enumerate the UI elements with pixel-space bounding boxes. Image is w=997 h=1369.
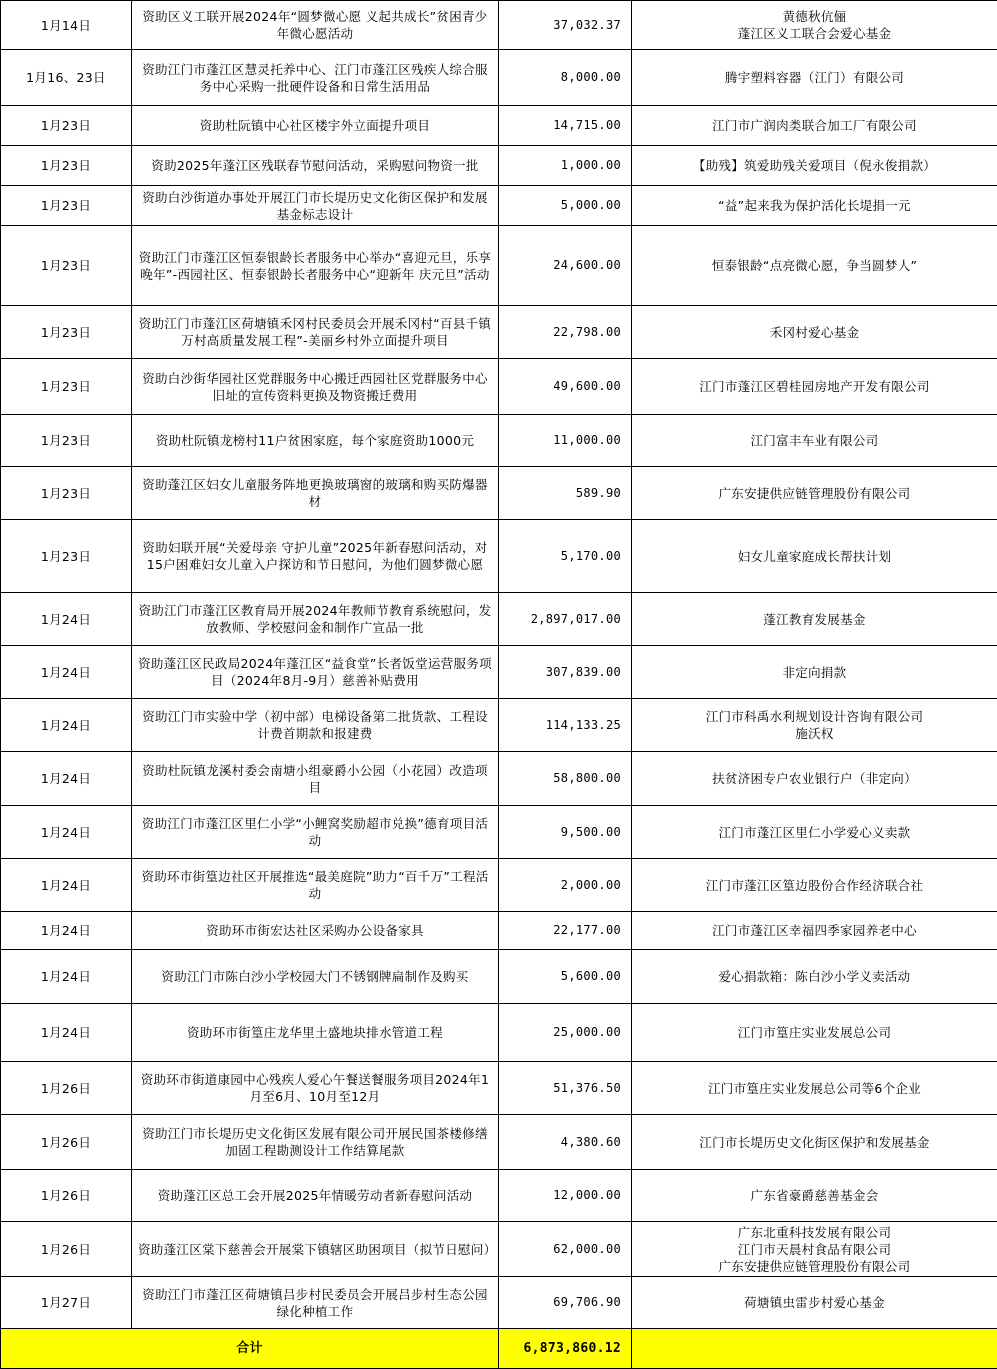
date-cell: 1月23日	[1, 186, 132, 226]
amount-cell: 2,897,017.00	[499, 593, 632, 646]
date-cell: 1月23日	[1, 306, 132, 359]
source-cell: 恒泰银龄“点亮微心愿，争当圆梦人”	[632, 226, 997, 306]
source-cell: 江门市蓬江区里仁小学爱心义卖款	[632, 806, 997, 859]
amount-cell: 5,170.00	[499, 520, 632, 593]
total-row	[1, 1329, 997, 1369]
project-cell: 资助江门市实验中学（初中部）电梯设备第二批货款、工程设计费首期款和报建费	[132, 699, 499, 752]
amount-cell: 69,706.90	[499, 1277, 632, 1329]
date-cell: 1月24日	[1, 593, 132, 646]
date-cell: 1月24日	[1, 1004, 132, 1062]
project-cell: 资助杜阮镇中心社区楼宇外立面提升项目	[132, 106, 499, 146]
project-cell: 资助环市街篁庄龙华里土盛地块排水管道工程	[132, 1004, 499, 1062]
source-cell: 爱心捐款箱：陈白沙小学义卖活动	[632, 950, 997, 1004]
project-cell: 资助蓬江区棠下慈善会开展棠下镇辖区助困项目（拟节日慰问）	[132, 1222, 499, 1277]
date-cell: 1月24日	[1, 699, 132, 752]
project-cell: 资助环市街道康园中心残疾人爱心午餐送餐服务项目2024年1月至6月、10月至12月	[132, 1062, 499, 1115]
project-cell: 资助江门市陈白沙小学校园大门不锈钢牌扁制作及购买	[132, 950, 499, 1004]
amount-cell: 589.90	[499, 467, 632, 520]
source-cell: 荷塘镇虫雷步村爱心基金	[632, 1277, 997, 1329]
project-cell: 资助江门市蓬江区教育局开展2024年教师节教育系统慰问，发放教师、学校慰问金和制作广宣品一批	[132, 593, 499, 646]
date-cell: 1月24日	[1, 806, 132, 859]
date-cell: 1月14日	[1, 1, 132, 50]
amount-cell: 8,000.00	[499, 50, 632, 106]
date-cell: 1月26日	[1, 1062, 132, 1115]
source-cell: 江门市长堤历史文化街区保护和发展基金	[632, 1115, 997, 1170]
source-cell: 腾宇塑料容器（江门）有限公司	[632, 50, 997, 106]
project-cell: 资助区义工联开展2024年“圆梦微心愿 义起共成长”贫困青少年微心愿活动	[132, 1, 499, 50]
date-cell: 1月23日	[1, 520, 132, 593]
date-cell: 1月23日	[1, 146, 132, 186]
amount-cell: 24,600.00	[499, 226, 632, 306]
project-cell: 资助蓬江区总工会开展2025年情暖劳动者新春慰问活动	[132, 1170, 499, 1222]
amount-cell: 62,000.00	[499, 1222, 632, 1277]
date-cell: 1月26日	[1, 1115, 132, 1170]
amount-cell: 22,177.00	[499, 912, 632, 950]
project-cell: 资助杜阮镇龙溪村委会南塘小组豪爵小公园（小花园）改造项目	[132, 752, 499, 806]
total-label: 合计	[1, 1329, 499, 1369]
date-cell: 1月23日	[1, 226, 132, 306]
date-cell: 1月23日	[1, 467, 132, 520]
amount-cell: 11,000.00	[499, 415, 632, 467]
amount-cell: 4,380.60	[499, 1115, 632, 1170]
amount-cell: 12,000.00	[499, 1170, 632, 1222]
project-cell: 资助环市街宏达社区采购办公设备家具	[132, 912, 499, 950]
amount-cell: 5,000.00	[499, 186, 632, 226]
date-cell: 1月16、23日	[1, 50, 132, 106]
project-cell: 资助江门市蓬江区恒泰银龄长者服务中心举办“喜迎元旦，乐享晚年”-西园社区、恒泰银龄长者服务中心“迎新年 庆元旦”活动	[132, 226, 499, 306]
amount-cell: 49,600.00	[499, 359, 632, 415]
date-cell: 1月23日	[1, 415, 132, 467]
date-cell: 1月26日	[1, 1170, 132, 1222]
date-cell: 1月23日	[1, 106, 132, 146]
amount-cell: 2,000.00	[499, 859, 632, 912]
amount-cell: 114,133.25	[499, 699, 632, 752]
project-cell: 资助2025年蓬江区残联春节慰问活动，采购慰问物资一批	[132, 146, 499, 186]
project-cell: 资助江门市蓬江区里仁小学“小鲤窝奖励超市兑换”德育项目活动	[132, 806, 499, 859]
date-cell: 1月24日	[1, 859, 132, 912]
source-cell: 广东北重科技发展有限公司 江门市天晨村食品有限公司 广东安捷供应链管理股份有限公司	[632, 1222, 997, 1277]
project-cell: 资助白沙街华园社区党群服务中心搬迁西园社区党群服务中心旧址的宣传资料更换及物资搬迁费用	[132, 359, 499, 415]
source-cell: 【助残】筑爱助残关爱项目（倪永俊捐款）	[632, 146, 997, 186]
source-cell: 江门市篁庄实业发展总公司	[632, 1004, 997, 1062]
date-cell: 1月24日	[1, 950, 132, 1004]
source-cell: 妇女儿童家庭成长帮扶计划	[632, 520, 997, 593]
date-cell: 1月24日	[1, 752, 132, 806]
project-cell: 资助蓬江区妇女儿童服务阵地更换玻璃窗的玻璃和购买防爆器材	[132, 467, 499, 520]
date-cell: 1月23日	[1, 359, 132, 415]
project-cell: 资助杜阮镇龙榜村11户贫困家庭，每个家庭资助1000元	[132, 415, 499, 467]
source-cell: 广东省豪爵慈善基金会	[632, 1170, 997, 1222]
amount-cell: 22,798.00	[499, 306, 632, 359]
project-cell: 资助白沙街道办事处开展江门市长堤历史文化街区保护和发展基金标志设计	[132, 186, 499, 226]
date-cell: 1月27日	[1, 1277, 132, 1329]
amount-cell: 5,600.00	[499, 950, 632, 1004]
amount-cell: 9,500.00	[499, 806, 632, 859]
date-cell: 1月24日	[1, 912, 132, 950]
amount-cell: 37,032.37	[499, 1, 632, 50]
source-cell: 禾冈村爱心基金	[632, 306, 997, 359]
source-cell: 扶贫济困专户农业银行户（非定向）	[632, 752, 997, 806]
project-cell: 资助江门市蓬江区慧灵托养中心、江门市蓬江区残疾人综合服务中心采购一批硬件设备和日常生活用品	[132, 50, 499, 106]
source-cell: 蓬江教育发展基金	[632, 593, 997, 646]
project-cell: 资助江门市蓬江区荷塘镇禾冈村民委员会开展禾冈村“百县千镇万村高质量发展工程”-美丽乡村外立面提升项目	[132, 306, 499, 359]
amount-cell: 51,376.50	[499, 1062, 632, 1115]
source-cell: 江门富丰车业有限公司	[632, 415, 997, 467]
project-cell: 资助环市街篁边社区开展推选“最美庭院”助力“百千万”工程活动	[132, 859, 499, 912]
source-cell: 江门市蓬江区幸福四季家园养老中心	[632, 912, 997, 950]
source-cell: 江门市广润肉类联合加工厂有限公司	[632, 106, 997, 146]
project-cell: 资助蓬江区民政局2024年蓬江区“益食堂”长者饭堂运营服务项目（2024年8月-9月）慈善补贴费用	[132, 646, 499, 699]
total-source-cell	[632, 1329, 997, 1369]
amount-cell: 307,839.00	[499, 646, 632, 699]
source-cell: “益”起来我为保护活化长堤捐一元	[632, 186, 997, 226]
amount-cell: 58,800.00	[499, 752, 632, 806]
source-cell: 江门市科禹水利规划设计咨询有限公司 施沃权	[632, 699, 997, 752]
source-cell: 江门市蓬江区碧桂园房地产开发有限公司	[632, 359, 997, 415]
project-cell: 资助妇联开展“关爱母亲 守护儿童”2025年新春慰问活动，对15户困难妇女儿童入户探访和节日慰问，为他们圆梦微心愿	[132, 520, 499, 593]
project-cell: 资助江门市蓬江区荷塘镇吕步村民委员会开展吕步村生态公园绿化种植工作	[132, 1277, 499, 1329]
source-cell: 非定向捐款	[632, 646, 997, 699]
source-cell: 黄德秋伉俪 蓬江区义工联合会爱心基金	[632, 1, 997, 50]
source-cell: 江门市蓬江区篁边股份合作经济联合社	[632, 859, 997, 912]
project-cell: 资助江门市长堤历史文化街区发展有限公司开展民国茶楼修缮加固工程勘测设计工作结算尾款	[132, 1115, 499, 1170]
amount-cell: 14,715.00	[499, 106, 632, 146]
date-cell: 1月26日	[1, 1222, 132, 1277]
date-cell: 1月24日	[1, 646, 132, 699]
source-cell: 广东安捷供应链管理股份有限公司	[632, 467, 997, 520]
amount-cell: 1,000.00	[499, 146, 632, 186]
amount-cell: 25,000.00	[499, 1004, 632, 1062]
source-cell: 江门市篁庄实业发展总公司等6个企业	[632, 1062, 997, 1115]
table-body	[1, 1, 997, 1369]
total-amount: 6,873,860.12	[499, 1329, 632, 1369]
